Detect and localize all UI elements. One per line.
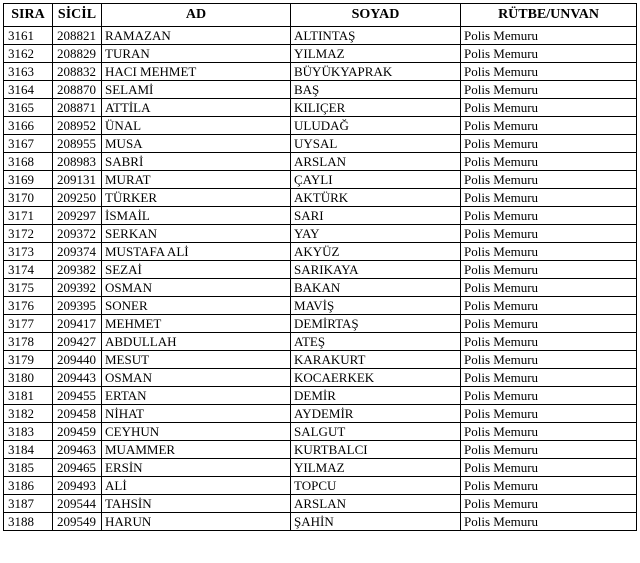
table-row (4, 225, 637, 243)
cell-rutbe-unvan: Polis Memuru (461, 333, 637, 351)
cell-sicil: 209250 (53, 189, 102, 207)
cell-rutbe-unvan: Polis Memuru (461, 81, 637, 99)
cell-rutbe-unvan: Polis Memuru (461, 459, 637, 477)
cell-soyad: TOPCU (291, 477, 461, 495)
cell-sira: 3175 (4, 279, 53, 297)
cell-rutbe-unvan: Polis Memuru (461, 477, 637, 495)
cell-soyad: KURTBALCI (291, 441, 461, 459)
cell-ad: İSMAİL (102, 207, 291, 225)
table-row (4, 207, 637, 225)
cell-ad: SEZAİ (102, 261, 291, 279)
cell-sicil: 209382 (53, 261, 102, 279)
table-row (4, 351, 637, 369)
cell-sira: 3176 (4, 297, 53, 315)
cell-soyad: ARSLAN (291, 153, 461, 171)
cell-soyad: YAY (291, 225, 461, 243)
cell-sira: 3178 (4, 333, 53, 351)
cell-ad: ÜNAL (102, 117, 291, 135)
table-row (4, 297, 637, 315)
cell-soyad: ŞAHİN (291, 513, 461, 531)
cell-sira: 3168 (4, 153, 53, 171)
cell-soyad: DEMİRTAŞ (291, 315, 461, 333)
table-row (4, 99, 637, 117)
cell-rutbe-unvan: Polis Memuru (461, 315, 637, 333)
table-row (4, 171, 637, 189)
table-row (4, 261, 637, 279)
cell-sicil: 208871 (53, 99, 102, 117)
cell-sicil: 208832 (53, 63, 102, 81)
table-row (4, 459, 637, 477)
cell-sira: 3187 (4, 495, 53, 513)
cell-rutbe-unvan: Polis Memuru (461, 63, 637, 81)
cell-rutbe-unvan: Polis Memuru (461, 369, 637, 387)
cell-sicil: 208952 (53, 117, 102, 135)
cell-rutbe-unvan: Polis Memuru (461, 243, 637, 261)
cell-rutbe-unvan: Polis Memuru (461, 387, 637, 405)
cell-rutbe-unvan: Polis Memuru (461, 135, 637, 153)
cell-sira: 3171 (4, 207, 53, 225)
cell-soyad: ULUDAĞ (291, 117, 461, 135)
personnel-table (3, 3, 637, 531)
cell-sicil: 209297 (53, 207, 102, 225)
table-row (4, 117, 637, 135)
cell-sicil: 209549 (53, 513, 102, 531)
cell-rutbe-unvan: Polis Memuru (461, 153, 637, 171)
cell-soyad: KOCAERKEK (291, 369, 461, 387)
cell-sira: 3161 (4, 27, 53, 45)
cell-rutbe-unvan: Polis Memuru (461, 171, 637, 189)
table-row (4, 369, 637, 387)
table-row (4, 243, 637, 261)
cell-soyad: ARSLAN (291, 495, 461, 513)
cell-sicil: 209443 (53, 369, 102, 387)
cell-sira: 3170 (4, 189, 53, 207)
table-row (4, 333, 637, 351)
cell-sira: 3188 (4, 513, 53, 531)
cell-rutbe-unvan: Polis Memuru (461, 495, 637, 513)
cell-sira: 3186 (4, 477, 53, 495)
cell-sicil: 208955 (53, 135, 102, 153)
cell-ad: SABRİ (102, 153, 291, 171)
cell-ad: ABDULLAH (102, 333, 291, 351)
cell-rutbe-unvan: Polis Memuru (461, 117, 637, 135)
table-row (4, 477, 637, 495)
cell-sicil: 208870 (53, 81, 102, 99)
cell-soyad: KARAKURT (291, 351, 461, 369)
cell-sira: 3166 (4, 117, 53, 135)
cell-sicil: 209395 (53, 297, 102, 315)
table-row (4, 63, 637, 81)
cell-soyad: KILIÇER (291, 99, 461, 117)
cell-sira: 3179 (4, 351, 53, 369)
cell-sicil: 209458 (53, 405, 102, 423)
table-row (4, 45, 637, 63)
table-row (4, 153, 637, 171)
cell-ad: HARUN (102, 513, 291, 531)
cell-rutbe-unvan: Polis Memuru (461, 441, 637, 459)
cell-ad: MEHMET (102, 315, 291, 333)
cell-sicil: 209427 (53, 333, 102, 351)
cell-sicil: 208821 (53, 27, 102, 45)
table-row (4, 81, 637, 99)
cell-rutbe-unvan: Polis Memuru (461, 27, 637, 45)
header-rutbe-unvan: RÜTBE/UNVAN (461, 4, 637, 27)
cell-ad: TURAN (102, 45, 291, 63)
cell-sira: 3177 (4, 315, 53, 333)
cell-soyad: AKTÜRK (291, 189, 461, 207)
cell-ad: MURAT (102, 171, 291, 189)
cell-ad: RAMAZAN (102, 27, 291, 45)
table-row (4, 189, 637, 207)
cell-sira: 3182 (4, 405, 53, 423)
cell-sira: 3162 (4, 45, 53, 63)
cell-ad: TAHSİN (102, 495, 291, 513)
cell-rutbe-unvan: Polis Memuru (461, 351, 637, 369)
cell-sira: 3174 (4, 261, 53, 279)
table-row (4, 135, 637, 153)
cell-rutbe-unvan: Polis Memuru (461, 189, 637, 207)
cell-sicil: 209459 (53, 423, 102, 441)
cell-sicil: 209440 (53, 351, 102, 369)
cell-rutbe-unvan: Polis Memuru (461, 207, 637, 225)
cell-rutbe-unvan: Polis Memuru (461, 99, 637, 117)
table-row (4, 441, 637, 459)
cell-sira: 3164 (4, 81, 53, 99)
table-row (4, 279, 637, 297)
cell-soyad: ALTINTAŞ (291, 27, 461, 45)
cell-soyad: MAVİŞ (291, 297, 461, 315)
cell-ad: MESUT (102, 351, 291, 369)
cell-rutbe-unvan: Polis Memuru (461, 297, 637, 315)
cell-sira: 3172 (4, 225, 53, 243)
cell-soyad: SALGUT (291, 423, 461, 441)
cell-sicil: 208983 (53, 153, 102, 171)
cell-ad: HACI MEHMET (102, 63, 291, 81)
cell-ad: ALİ (102, 477, 291, 495)
cell-soyad: AYDEMİR (291, 405, 461, 423)
cell-soyad: DEMİR (291, 387, 461, 405)
cell-soyad: BÜYÜKYAPRAK (291, 63, 461, 81)
table-row (4, 423, 637, 441)
personnel-list-page (3, 3, 637, 531)
table-body (4, 27, 637, 531)
cell-soyad: SARI (291, 207, 461, 225)
cell-ad: OSMAN (102, 369, 291, 387)
cell-soyad: SARIKAYA (291, 261, 461, 279)
cell-sira: 3183 (4, 423, 53, 441)
cell-sicil: 209417 (53, 315, 102, 333)
cell-sira: 3169 (4, 171, 53, 189)
cell-ad: ERTAN (102, 387, 291, 405)
header-sira: SIRA (4, 4, 53, 27)
cell-rutbe-unvan: Polis Memuru (461, 279, 637, 297)
cell-sira: 3181 (4, 387, 53, 405)
cell-soyad: BAKAN (291, 279, 461, 297)
cell-ad: SELAMİ (102, 81, 291, 99)
cell-sicil: 208829 (53, 45, 102, 63)
cell-sicil: 209374 (53, 243, 102, 261)
cell-soyad: YILMAZ (291, 45, 461, 63)
table-row (4, 315, 637, 333)
cell-sicil: 209131 (53, 171, 102, 189)
cell-soyad: BAŞ (291, 81, 461, 99)
cell-rutbe-unvan: Polis Memuru (461, 225, 637, 243)
cell-rutbe-unvan: Polis Memuru (461, 45, 637, 63)
cell-soyad: ATEŞ (291, 333, 461, 351)
cell-soyad: AKYÜZ (291, 243, 461, 261)
cell-sicil: 209493 (53, 477, 102, 495)
cell-ad: NİHAT (102, 405, 291, 423)
cell-sicil: 209372 (53, 225, 102, 243)
cell-sira: 3180 (4, 369, 53, 387)
cell-sira: 3165 (4, 99, 53, 117)
cell-sira: 3184 (4, 441, 53, 459)
cell-sicil: 209392 (53, 279, 102, 297)
cell-rutbe-unvan: Polis Memuru (461, 513, 637, 531)
header-ad: AD (102, 4, 291, 27)
cell-ad: MUSTAFA ALİ (102, 243, 291, 261)
table-row (4, 513, 637, 531)
table-row (4, 405, 637, 423)
cell-ad: CEYHUN (102, 423, 291, 441)
table-row (4, 495, 637, 513)
table-row (4, 387, 637, 405)
header-soyad: SOYAD (291, 4, 461, 27)
cell-ad: MUSA (102, 135, 291, 153)
cell-rutbe-unvan: Polis Memuru (461, 423, 637, 441)
cell-sicil: 209544 (53, 495, 102, 513)
cell-rutbe-unvan: Polis Memuru (461, 405, 637, 423)
cell-soyad: UYSAL (291, 135, 461, 153)
cell-soyad: YILMAZ (291, 459, 461, 477)
cell-sicil: 209455 (53, 387, 102, 405)
cell-sira: 3185 (4, 459, 53, 477)
cell-sira: 3167 (4, 135, 53, 153)
cell-sira: 3163 (4, 63, 53, 81)
cell-soyad: ÇAYLI (291, 171, 461, 189)
cell-ad: TÜRKER (102, 189, 291, 207)
cell-ad: ATTİLA (102, 99, 291, 117)
cell-rutbe-unvan: Polis Memuru (461, 261, 637, 279)
cell-sicil: 209463 (53, 441, 102, 459)
table-header-row (4, 4, 637, 27)
cell-ad: ERSİN (102, 459, 291, 477)
cell-sira: 3173 (4, 243, 53, 261)
cell-ad: OSMAN (102, 279, 291, 297)
table-row (4, 27, 637, 45)
cell-ad: MUAMMER (102, 441, 291, 459)
header-sicil: SİCİL (53, 4, 102, 27)
cell-ad: SONER (102, 297, 291, 315)
cell-sicil: 209465 (53, 459, 102, 477)
cell-ad: SERKAN (102, 225, 291, 243)
